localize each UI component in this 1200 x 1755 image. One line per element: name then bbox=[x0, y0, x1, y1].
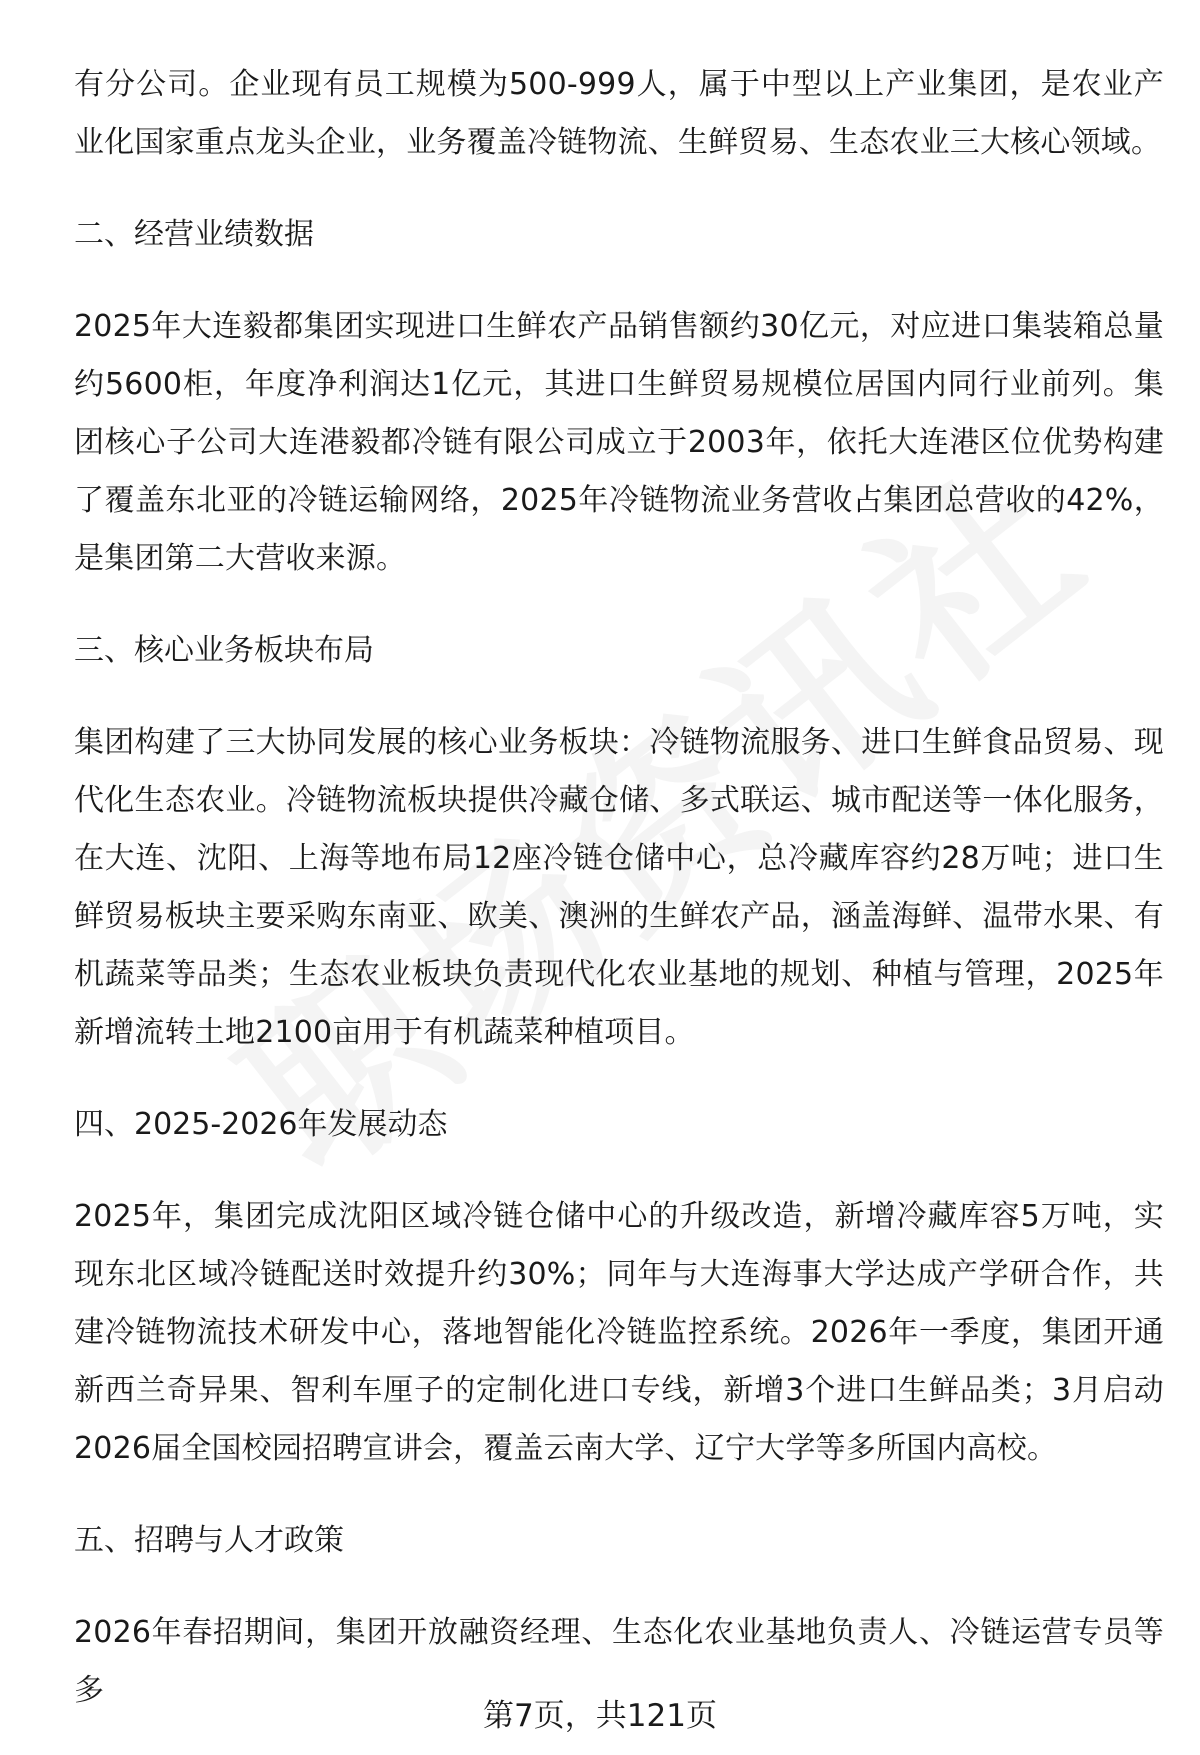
paragraph-development: 2025年，集团完成沈阳区域冷链仓储中心的升级改造，新增冷藏库容5万吨，实现东北区域冷链配送时效提升约30%；同年与大连海事大学达成产学研合作，共建冷链物流技术研发中心，落地智能化冷链监控系统。2026年一季度，集团开通新西兰奇异果、智利车厘子的定制化进口专线，新增3个进口生鲜品类；3月启动2026届全国校园招聘宣讲会，覆盖云南大学、辽宁大学等多所国内高校。 bbox=[74, 1199, 1164, 1466]
page-number: 第7页，共121页 bbox=[483, 1698, 717, 1734]
section-heading-performance: 二、经营业绩数据 bbox=[74, 217, 314, 252]
paragraph-business: 集团构建了三大协同发展的核心业务板块：冷链物流服务、进口生鲜食品贸易、现代化生态农业。冷链物流板块提供冷藏仓储、多式联运、城市配送等一体化服务，在大连、沈阳、上海等地布局12座冷链仓储中心，总冷藏库容约28万吨；进口生鲜贸易板块主要采购东南亚、欧美、澳洲的生鲜农产品，涵盖海鲜、温带水果、有机蔬菜等品类；生态农业板块负责现代化农业基地的规划、种植与管理，2025年新增流转土地2100亩用于有机蔬菜种植项目。 bbox=[74, 725, 1164, 1050]
section-heading-recruitment: 五、招聘与人才政策 bbox=[74, 1523, 344, 1558]
section-heading-development: 四、2025-2026年发展动态 bbox=[74, 1107, 448, 1142]
paragraph-intro-tail: 有分公司。企业现有员工规模为500-999人，属于中型以上产业集团，是农业产业化国家重点龙头企业，业务覆盖冷链物流、生鲜贸易、生态农业三大核心领域。 bbox=[74, 67, 1164, 160]
document-body bbox=[74, 56, 1164, 1754]
section-heading-business: 三、核心业务板块布局 bbox=[74, 633, 374, 668]
paragraph-performance: 2025年大连毅都集团实现进口生鲜农产品销售额约30亿元，对应进口集装箱总量约5600柜，年度净利润达1亿元，其进口生鲜贸易规模位居国内同行业前列。集团核心子公司大连港毅都冷链有限公司成立于2003年，依托大连港区位优势构建了覆盖东北亚的冷链运输网络，2025年冷链物流业务营收占集团总营收的42%，是集团第二大营收来源。 bbox=[74, 309, 1164, 576]
paragraph-recruitment: 2026年春招期间，集团开放融资经理、生态化农业基地负责人、冷链运营专员等多 bbox=[74, 1615, 1164, 1708]
